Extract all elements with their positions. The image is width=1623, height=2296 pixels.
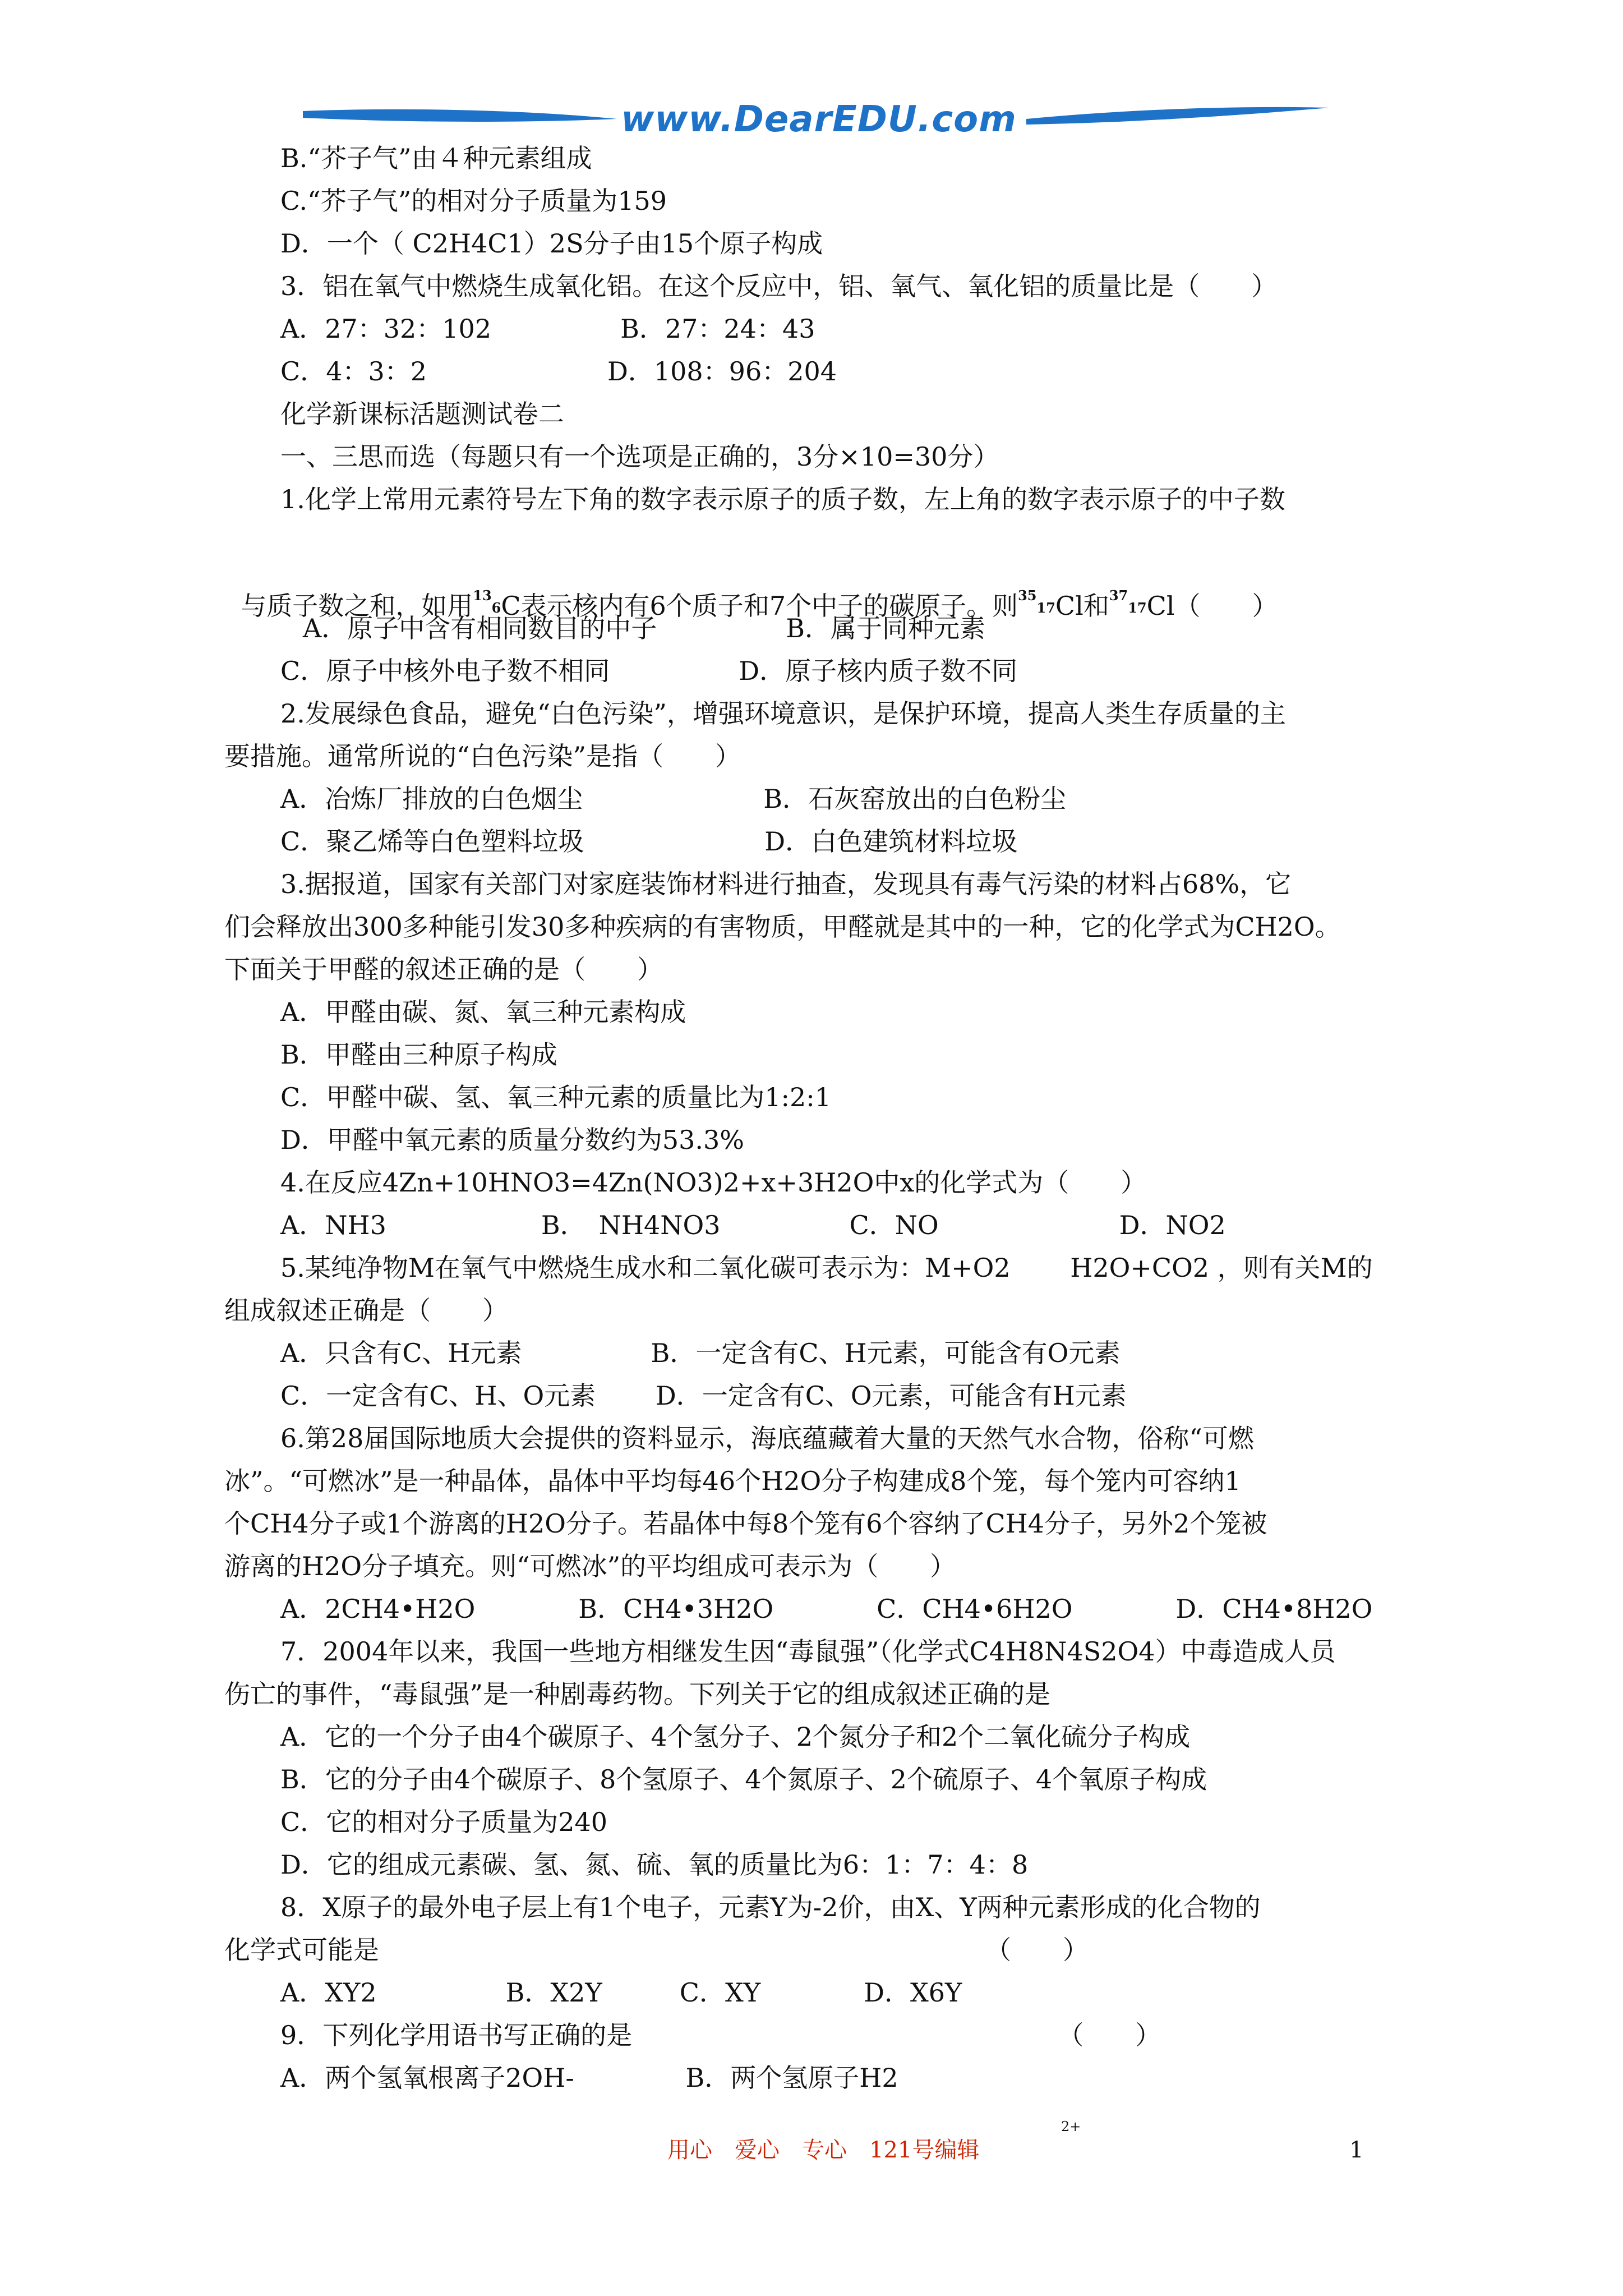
text-line: 游离的H2O分子填充。则“可燃冰”的平均组成可表示为（ ） <box>224 1551 956 1581</box>
section-title: 化学新课标活题测试卷二 <box>280 399 564 429</box>
text-line: 下面关于甲醛的叙述正确的是（ ） <box>224 954 663 984</box>
atomic-number-sub: 6 <box>491 600 501 616</box>
header-logo <box>303 94 1329 145</box>
text-line: A．原子中含有相同数目的中子 B．属于同种元素 <box>303 613 986 643</box>
text-line: 们会释放出300多种能引发30多种疾病的有害物质，甲醛就是其中的一种，它的化学式为CH2O。 <box>224 912 1341 942</box>
footer-superscript: 2+ <box>1061 2119 1081 2134</box>
text-line: 3.据报道，国家有关部门对家庭装饰材料进行抽查，发现具有毒气污染的材料占68%，它 <box>280 869 1292 899</box>
isotope-text: Cl和 <box>1055 591 1109 621</box>
text-line: 组成叙述正确是（ ） <box>224 1295 508 1326</box>
text-line: 8．X原子的最外电子层上有1个电子，元素Y为-2价，由X、Y两种元素形成的化合物的 <box>280 1892 1261 1922</box>
text-line: C．聚乙烯等白色塑料垃圾 D．白色建筑材料垃圾 <box>280 826 1018 857</box>
atomic-number-sub: 17 <box>1036 600 1055 616</box>
header-site-url: www.DearEDU.com <box>621 99 1017 140</box>
text-line: C．4：3：2 D．108：96：204 <box>280 356 837 386</box>
mass-number-sup: 13 <box>473 587 492 604</box>
text-line: A．NH3 B． NH4NO3 C．NO D．NO2 <box>280 1210 1226 1240</box>
mass-number-sup: 35 <box>1018 587 1037 604</box>
text-line: D．一个（ C2H4C1）2S分子由15个原子构成 <box>280 228 823 259</box>
text-line: A．甲醛由碳、氮、氧三种元素构成 <box>280 997 686 1027</box>
isotope-text: Cl（ ） <box>1146 591 1278 621</box>
text-line: C．它的相对分子质量为240 <box>280 1807 607 1837</box>
text-line: D．它的组成元素碳、氢、氮、硫、氧的质量比为6：1：7：4：8 <box>280 1849 1029 1880</box>
text-line: 伤亡的事件，“毒鼠强”是一种剧毒药物。下列关于它的组成叙述正确的是 <box>224 1679 1051 1709</box>
text-line: A．只含有C、H元素 B．一定含有C、H元素，可能含有O元素 <box>280 1338 1121 1368</box>
text-line: A．冶炼厂排放的白色烟尘 B．石灰窑放出的白色粉尘 <box>280 784 1067 814</box>
text-line: A．两个氢氧根离子2OH- B．两个氢原子H2 <box>280 2063 898 2093</box>
text-line: C．甲醛中碳、氢、氧三种元素的质量比为1:2:1 <box>280 1082 831 1112</box>
text-line: B.“芥子气”由４种元素组成 <box>280 143 592 173</box>
text-line: A．XY2 B．X2Y C．XY D．X6Y <box>280 1977 962 2008</box>
atomic-number-sub: 17 <box>1128 600 1147 616</box>
text-line: A．它的一个分子由4个碳原子、4个氢分子、2个氮分子和2个二氧化硫分子构成 <box>280 1722 1191 1752</box>
text-line: A．2CH4•H2O B．CH4•3H2O C．CH4•6H2O D．CH4•8H2O <box>280 1594 1373 1624</box>
text-line: A．27：32：102 B．27：24：43 <box>280 314 815 344</box>
text-line: 2.发展绿色食品，避免“白色污染”，增强环境意识，是保护环境，提高人类生存质量的主 <box>280 698 1286 729</box>
page-number: 1 <box>1349 2137 1364 2163</box>
isotope-text: C表示核内有6个质子和7个中子的碳原子。则 <box>501 591 1018 621</box>
footer-editor-note: 用心 爱心 专心 121号编辑 <box>667 2137 980 2163</box>
text-line: 个CH4分子或1个游离的H2O分子。若晶体中每8个笼有6个容纳了CH4分子，另外2个笼被 <box>224 1508 1267 1539</box>
text-line: 3．铝在氧气中燃烧生成氧化铝。在这个反应中，铝、氧气、氧化铝的质量比是（ ） <box>280 271 1278 301</box>
text-line: C.“芥子气”的相对分子质量为159 <box>280 186 667 216</box>
text-line: 要措施。通常所说的“白色污染”是指（ ） <box>224 741 741 771</box>
section-heading: 一、三思而选（每题只有一个选项是正确的，3分×10=30分） <box>280 441 999 472</box>
text-line: C．原子中核外电子数不相同 D．原子核内质子数不同 <box>280 656 1018 686</box>
text-line: 4.在反应4Zn+10HNO3=4Zn(NO3)2+x+3H2O中x的化学式为（ ） <box>280 1167 1147 1198</box>
isotope-text: 与质子数之和，如用 <box>241 591 473 621</box>
text-line: 7．2004年以来，我国一些地方相继发生因“毒鼠强”（化学式C4H8N4S2O4）中毒造成人员 <box>280 1636 1336 1667</box>
text-line: 1.化学上常用元素符号左下角的数字表示原子的质子数，左上角的数字表示原子的中子数 <box>280 484 1285 514</box>
text-line: 5.某纯净物M在氧气中燃烧生成水和二氧化碳可表示为：M+O2 H2O+CO2 ，则有关M的 <box>280 1253 1373 1283</box>
text-line: D．甲醛中氧元素的质量分数约为53.3% <box>280 1125 745 1155</box>
mass-number-sup: 37 <box>1109 587 1128 604</box>
text-line: 冰”。“可燃冰”是一种晶体，晶体中平均每46个H2O分子构建成8个笼，每个笼内可容纳1 <box>224 1466 1241 1496</box>
text-line: 化学式可能是 （ ） <box>224 1935 1089 1965</box>
text-line: B．它的分子由4个碳原子、8个氢原子、4个氮原子、2个硫原子、4个氧原子构成 <box>280 1764 1207 1795</box>
text-line: 9．下列化学用语书写正确的是 （ ） <box>280 2020 1161 2050</box>
text-line: C．一定含有C、H、O元素 D．一定含有C、O元素，可能含有H元素 <box>280 1381 1127 1411</box>
text-line: B．甲醛由三种原子构成 <box>280 1039 557 1070</box>
text-line: 6.第28届国际地质大会提供的资料显示，海底蕴藏着大量的天然气水合物，俗称“可燃 <box>280 1423 1254 1453</box>
